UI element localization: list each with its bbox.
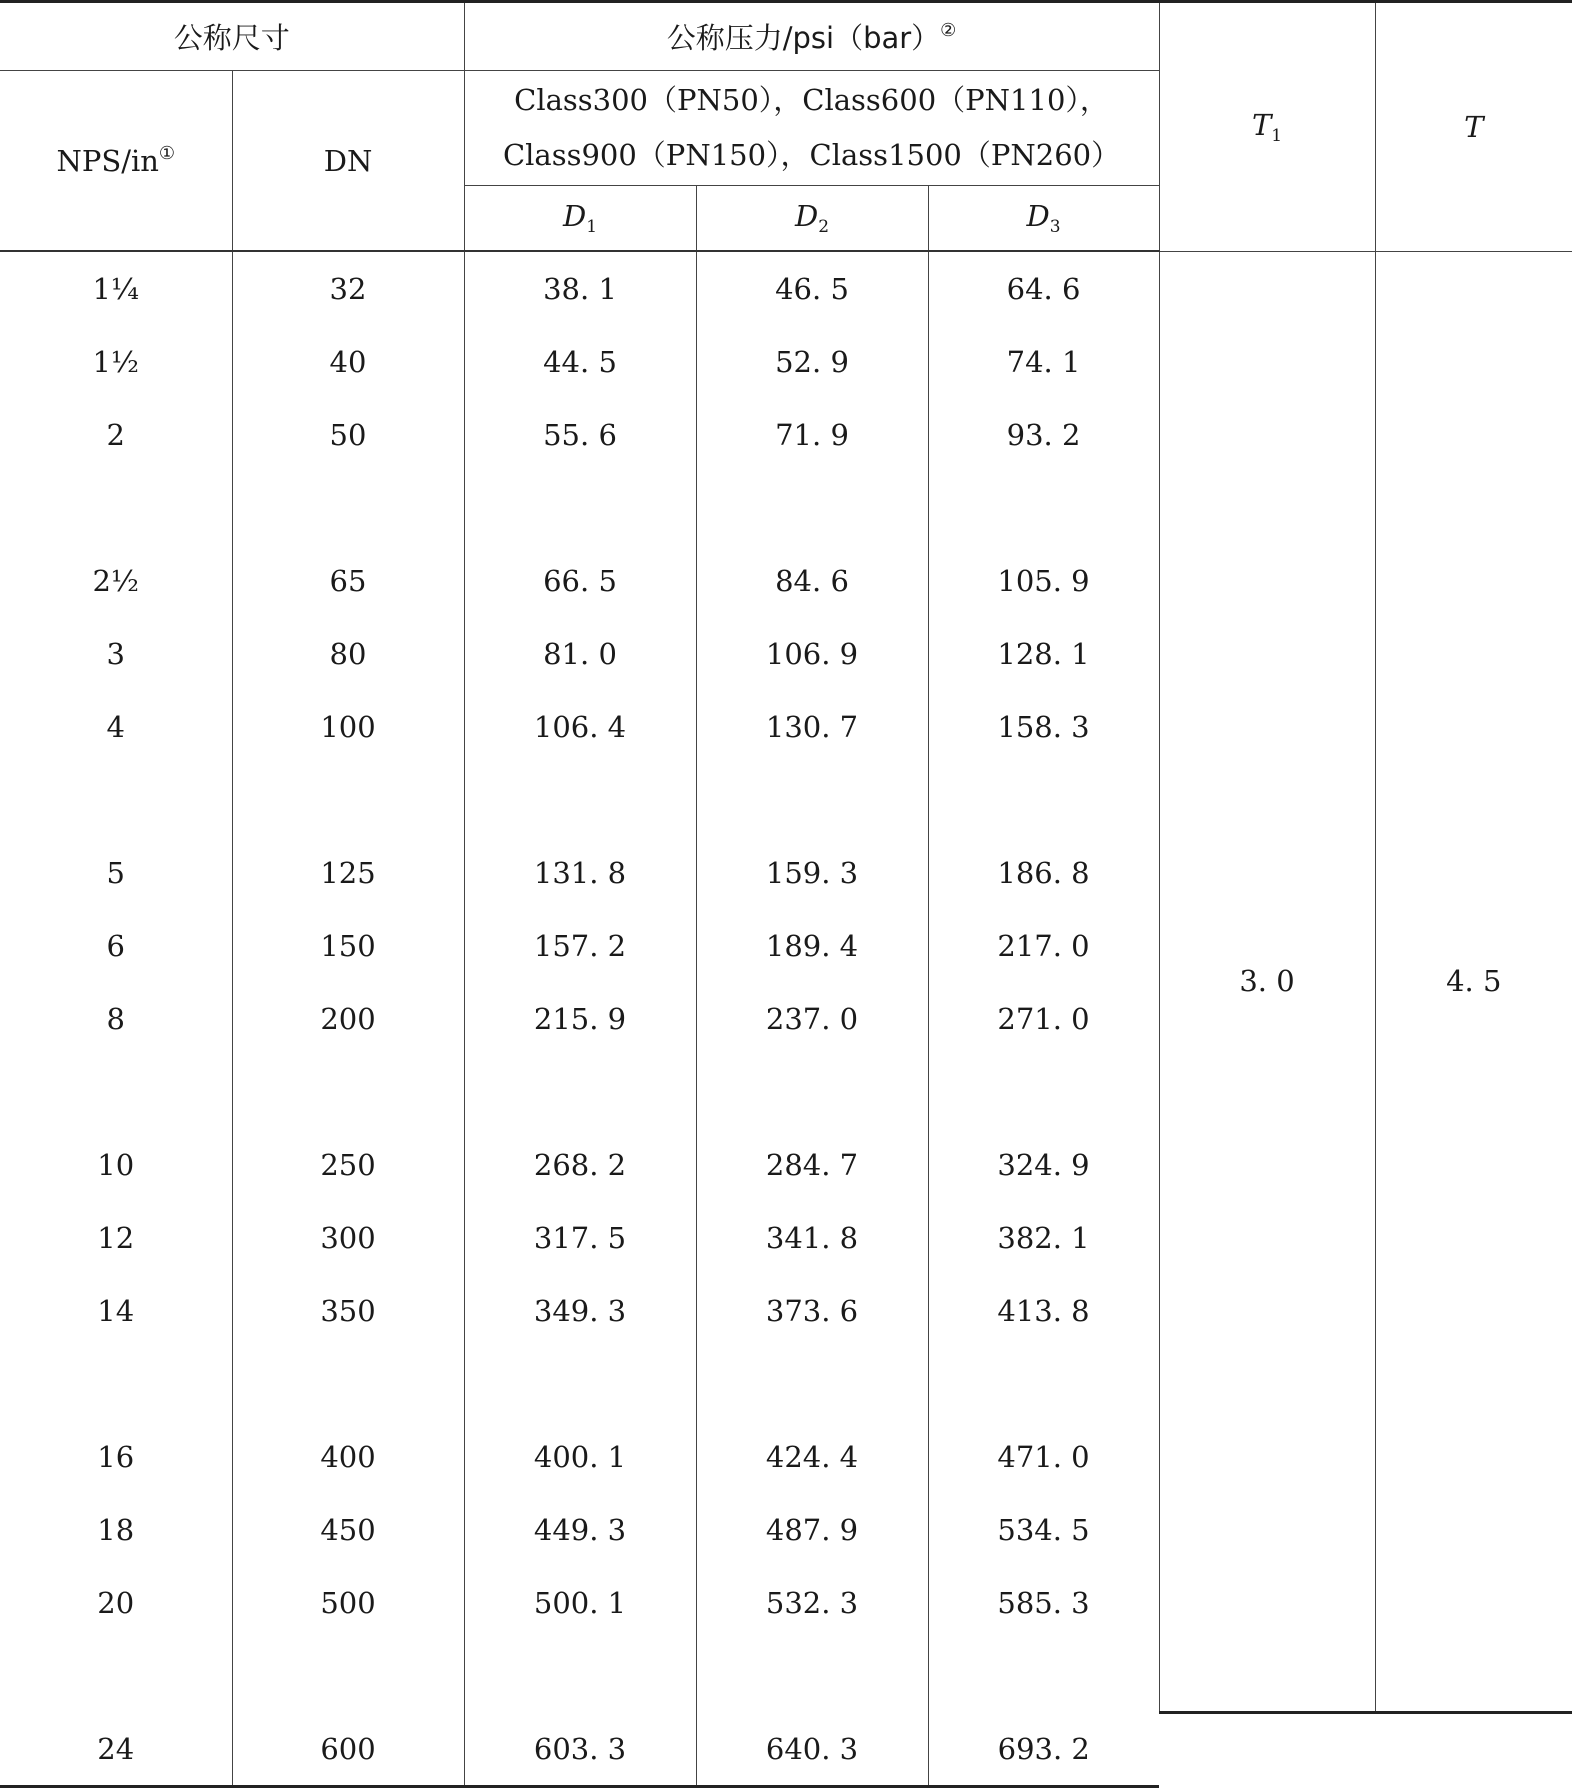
nps-cell: 3 [106, 636, 125, 671]
table-row [0, 1712, 1572, 1787]
d3-cell: 74. 1 [928, 325, 1159, 398]
nps-cell: 2½ [92, 563, 140, 598]
d1-cell: 215. 9 [464, 982, 696, 1055]
d3-cell: 64. 6 [928, 251, 1159, 325]
dn-cell: 80 [232, 617, 464, 690]
d2-cell: 84. 6 [696, 544, 928, 617]
d2-cell: 130. 7 [696, 690, 928, 763]
nps-cell: 1¼ [92, 271, 140, 306]
nps-cell: 4 [106, 709, 125, 744]
nps-cell: 10 [97, 1147, 135, 1182]
nps-cell: 20 [97, 1585, 135, 1620]
d2-cell: 284. 7 [696, 1128, 928, 1201]
dn-cell: 125 [232, 836, 464, 909]
d1-cell: 131. 8 [464, 836, 696, 909]
d3-cell: 471. 0 [928, 1420, 1159, 1493]
d1-cell: 81. 0 [464, 617, 696, 690]
d1-header: $D_1$ [464, 186, 696, 252]
dn-cell: 250 [232, 1128, 464, 1201]
nps-cell: 6 [106, 928, 125, 963]
d2-cell: 640. 3 [696, 1712, 928, 1787]
d1-cell: 66. 5 [464, 544, 696, 617]
d3-cell: 217. 0 [928, 909, 1159, 982]
t-value-cell: 4. 5 [1375, 251, 1572, 1712]
d3-cell: 693. 2 [928, 1712, 1159, 1787]
dn-cell: 65 [232, 544, 464, 617]
pressure-class-header [464, 71, 1159, 186]
d2-cell: 487. 9 [696, 1493, 928, 1566]
d3-cell: 271. 0 [928, 982, 1159, 1055]
d1-cell: 38. 1 [464, 251, 696, 325]
d2-cell: 106. 9 [696, 617, 928, 690]
d2-cell: 373. 6 [696, 1274, 928, 1347]
d1-cell: 400. 1 [464, 1420, 696, 1493]
nps-cell: 24 [0, 1712, 232, 1787]
class-line-2: Class900（PN150），Class1500（PN260） [502, 138, 1121, 172]
d1-cell: 317. 5 [464, 1201, 696, 1274]
d2-cell: 52. 9 [696, 325, 928, 398]
d3-cell: 158. 3 [928, 690, 1159, 763]
nps-header: NPS/in① [0, 71, 232, 252]
d1-cell: 349. 3 [464, 1274, 696, 1347]
d1-cell: 500. 1 [464, 1566, 696, 1639]
dn-cell: 600 [232, 1712, 464, 1787]
d3-cell: 382. 1 [928, 1201, 1159, 1274]
nps-cell: 5 [106, 855, 125, 890]
dn-cell: 100 [232, 690, 464, 763]
dn-cell: 450 [232, 1493, 464, 1566]
d2-cell: 532. 3 [696, 1566, 928, 1639]
dn-cell: 50 [232, 398, 464, 471]
d3-cell: 105. 9 [928, 544, 1159, 617]
d1-cell: 44. 5 [464, 325, 696, 398]
d2-cell: 189. 4 [696, 909, 928, 982]
d2-cell: 46. 5 [696, 251, 928, 325]
t-header: T [1375, 2, 1572, 252]
dn-cell: 350 [232, 1274, 464, 1347]
d1-cell: 55. 6 [464, 398, 696, 471]
d3-cell: 128. 1 [928, 617, 1159, 690]
d2-cell: 71. 9 [696, 398, 928, 471]
nps-cell: 18 [97, 1512, 135, 1547]
table-row [0, 251, 1572, 325]
dn-cell: 150 [232, 909, 464, 982]
nominal-size-header: 公称尺寸 [0, 2, 464, 71]
d1-cell: 157. 2 [464, 909, 696, 982]
nps-cell: 16 [97, 1439, 135, 1474]
dn-cell: 32 [232, 251, 464, 325]
t1-header: $T_1$ [1159, 2, 1375, 252]
note-2-marker: ② [940, 20, 957, 41]
d3-header: $D_3$ [928, 186, 1159, 252]
d1-cell: 603. 3 [464, 1712, 696, 1787]
class-line-1: Class300（PN50），Class600（PN110）， [514, 83, 1109, 117]
dn-header: DN [232, 71, 464, 252]
d1-cell: 449. 3 [464, 1493, 696, 1566]
d2-cell: 341. 8 [696, 1201, 928, 1274]
d3-cell: 186. 8 [928, 836, 1159, 909]
d2-cell: 237. 0 [696, 982, 928, 1055]
d3-cell: 534. 5 [928, 1493, 1159, 1566]
d1-cell: 268. 2 [464, 1128, 696, 1201]
t1-value-cell: 3. 0 [1159, 251, 1375, 1712]
d2-cell: 424. 4 [696, 1420, 928, 1493]
dn-cell: 300 [232, 1201, 464, 1274]
nps-cell: 14 [97, 1293, 135, 1328]
note-1-marker: ① [158, 143, 176, 164]
d1-cell: 106. 4 [464, 690, 696, 763]
d2-header: $D_2$ [696, 186, 928, 252]
d2-cell: 159. 3 [696, 836, 928, 909]
nps-cell: 1½ [92, 344, 140, 379]
dn-cell: 400 [232, 1420, 464, 1493]
d3-cell: 93. 2 [928, 398, 1159, 471]
d3-cell: 585. 3 [928, 1566, 1159, 1639]
nps-cell: 8 [106, 1001, 125, 1036]
dn-cell: 40 [232, 325, 464, 398]
d3-cell: 324. 9 [928, 1128, 1159, 1201]
dn-cell: 500 [232, 1566, 464, 1639]
nps-cell: 2 [106, 417, 125, 452]
d3-cell: 413. 8 [928, 1274, 1159, 1347]
dn-cell: 200 [232, 982, 464, 1055]
nominal-pressure-header: 公称压力/psi（bar）② [464, 2, 1159, 71]
nps-cell: 12 [97, 1220, 135, 1255]
